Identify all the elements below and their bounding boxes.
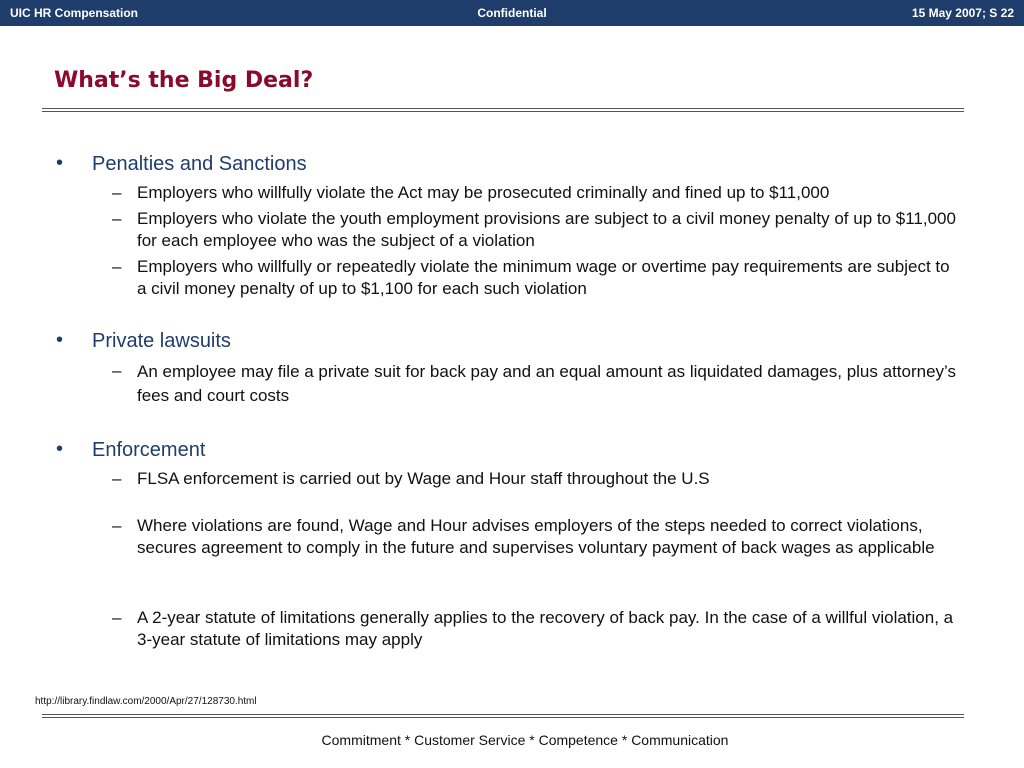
list-item: Employers who willfully violate the Act may be prosecuted criminally and fined up to $11,000 [137,183,830,202]
list-item: A 2-year statute of limitations generally applies to the recovery of back pay. In the case of a willful violation, a 3-year statute of limitations may apply [137,608,954,649]
title-divider [42,108,964,112]
header-org: UIC HR Compensation [10,6,139,20]
dash-marker: – [112,257,122,276]
dash-marker: – [112,183,122,202]
list-item: Employers who violate the youth employment provisions are subject to a civil money penalty of up to $11,000 for each employee who was the subject of a violation [137,209,956,250]
dash-marker: – [112,209,122,228]
header-bar [0,0,1024,26]
header-date-slide: 15 May 2007; S 22 [911,6,1014,20]
dash-marker: – [112,608,122,627]
footer-divider [42,714,964,718]
section-heading-private-lawsuits: Private lawsuits [92,330,231,352]
dash-marker: – [112,361,122,380]
bullet-marker: • [56,152,64,174]
slide-title: What’s the Big Deal? [54,68,314,93]
source-link[interactable]: http://library.findlaw.com/2000/Apr/27/128730.html [35,696,257,707]
dash-marker: – [112,469,122,488]
list-item: Employers who willfully or repeatedly violate the minimum wage or overtime pay requirements are subject to a civil money penalty of up to $1,100 for each such violation [137,257,950,298]
section-heading-penalties: Penalties and Sanctions [92,153,307,175]
bullet-marker: • [56,438,64,460]
list-item: Where violations are found, Wage and Hour advises employers of the steps needed to correct violations, secures agreement to comply in the future and supervises voluntary payment of back wages as applicable [137,516,935,557]
section-heading-enforcement: Enforcement [92,439,206,461]
footer-tagline: Commitment * Customer Service * Competence * Communication [321,732,729,748]
header-classification: Confidential [477,6,547,20]
dash-marker: – [112,516,122,535]
bullet-marker: • [56,329,64,351]
list-item: An employee may file a private suit for back pay and an equal amount as liquidated damages, plus attorney’s fees and court costs [137,362,957,405]
list-item: FLSA enforcement is carried out by Wage and Hour staff throughout the U.S [137,469,710,488]
